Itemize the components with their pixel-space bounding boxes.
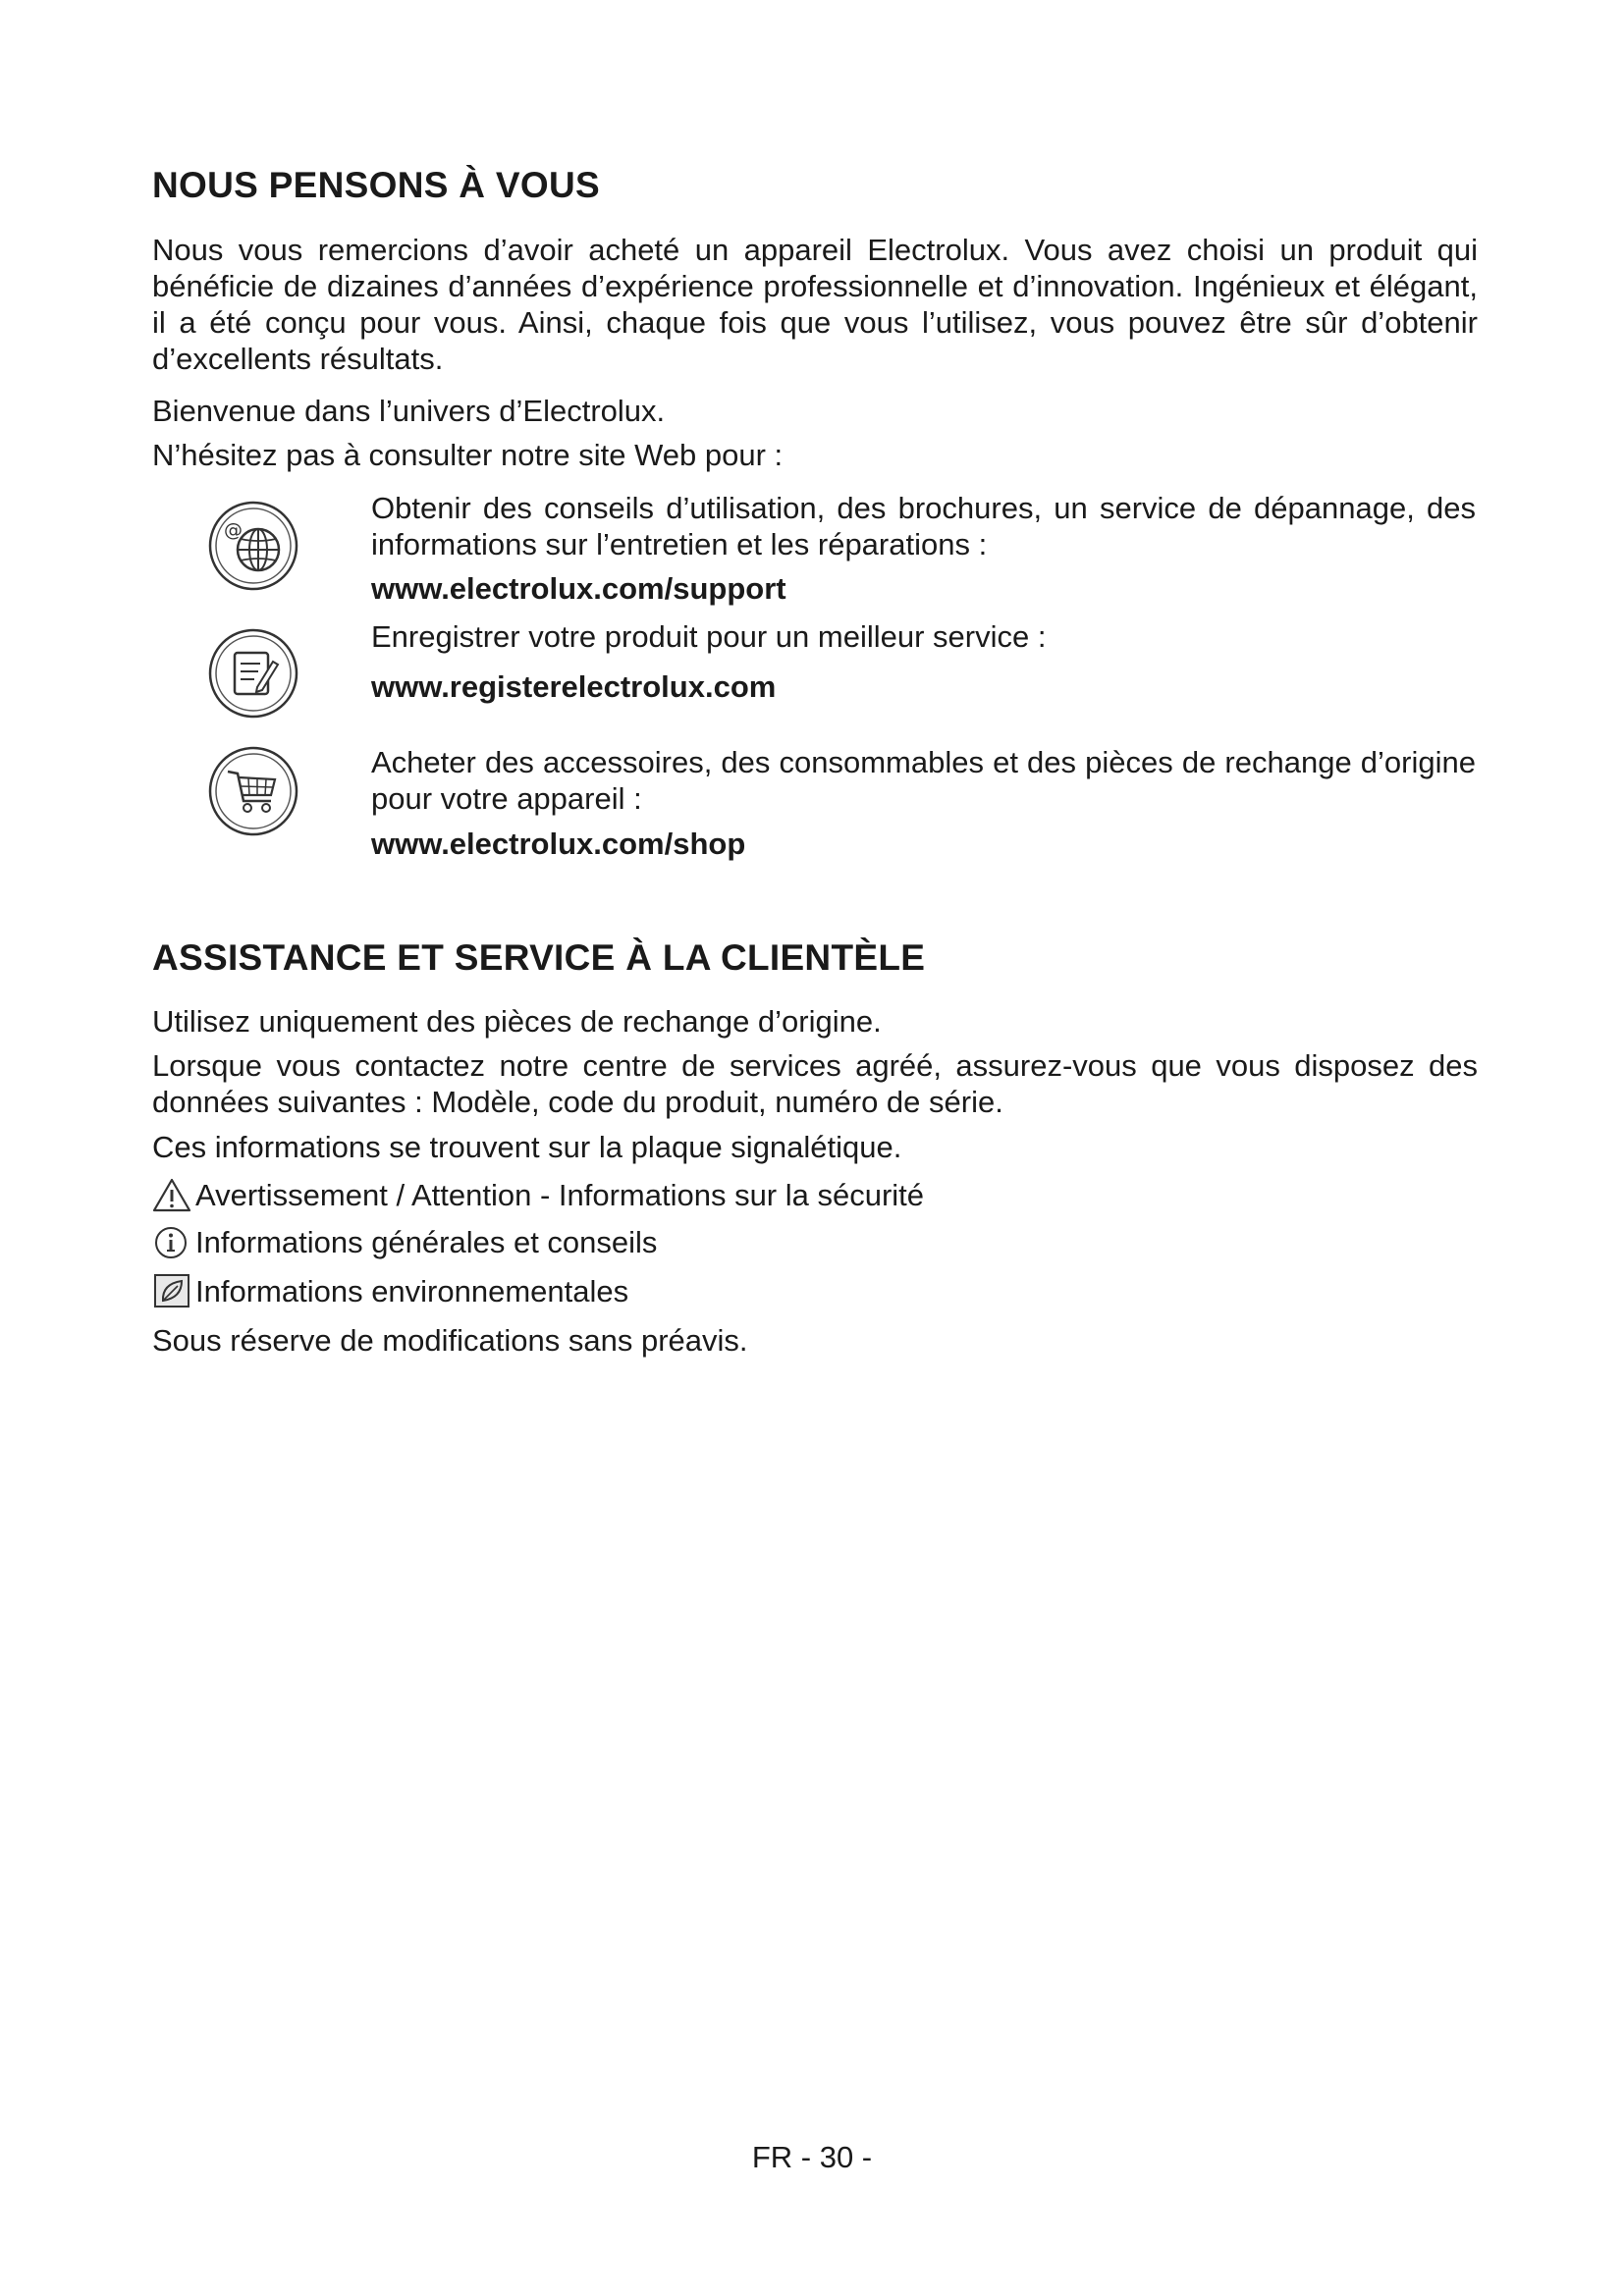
legend-warning-label: Avertissement / Attention - Informations sur la sécurité [195,1178,925,1212]
register-description: Enregistrer votre produit pour un meilleur service : [371,619,1047,654]
warning-triangle-icon [152,1176,191,1215]
shop-link-item [206,744,1483,881]
page-number: FR - 30 - [751,2140,873,2174]
svg-text:@: @ [224,519,243,541]
register-url-link[interactable]: www.registerelectrolux.com [371,669,777,704]
intro-paragraph: Nous vous remercions d’avoir acheté un appareil Electrolux. Vous avez choisi un produit qui bénéficie de dizaines d’années d’expérience professionnelle et d’innovation. Ingénieux et élégant, il a été conçu pour vous. Ainsi, chaque fois que vous l’utilisez, vous pouvez être sûr d’obtenir d’excellents résultats. [152,233,1478,376]
support-url-link[interactable]: www.electrolux.com/support [371,571,786,606]
rating-plate-line: Ces informations se trouvent sur la plaque signalétique. [152,1130,902,1164]
section-title-assistance: ASSISTANCE ET SERVICE À LA CLIENTÈLE [152,937,926,978]
legend-info [152,1223,657,1262]
register-link-item [206,619,1483,764]
website-intro-line: N’hésitez pas à consulter notre site Web pour : [152,438,784,472]
section-title-nous-pensons: NOUS PENSONS À VOUS [152,165,600,205]
shopping-cart-icon [206,744,300,838]
support-description: Obtenir des conseils d’utilisation, des brochures, un service de dépannage, des informations sur l’entretien et les réparations : [371,491,1476,561]
support-link-item [206,491,1483,636]
legend-environment [152,1272,628,1311]
legend-environment-label: Informations environnementales [195,1274,629,1308]
register-notepad-icon [206,626,300,721]
globe-web-icon [206,499,300,593]
welcome-line: Bienvenue dans l’univers d’Electrolux. [152,394,666,428]
modification-note: Sous réserve de modifications sans préavis. [152,1323,748,1358]
environment-leaf-icon [152,1272,191,1311]
shop-url-link[interactable]: www.electrolux.com/shop [371,827,746,861]
legend-info-label: Informations générales et conseils [195,1225,658,1259]
shop-description: Acheter des accessoires, des consommables et des pièces de rechange d’origine pour votre appareil : [371,745,1476,816]
info-circle-icon [152,1223,191,1262]
original-parts-line: Utilisez uniquement des pièces de rechange d’origine. [152,1004,882,1039]
legend-warning [152,1176,924,1215]
contact-service-paragraph: Lorsque vous contactez notre centre de services agréé, assurez-vous que vous disposez des données suivantes : Modèle, code du produit, numéro de série. [152,1048,1478,1119]
